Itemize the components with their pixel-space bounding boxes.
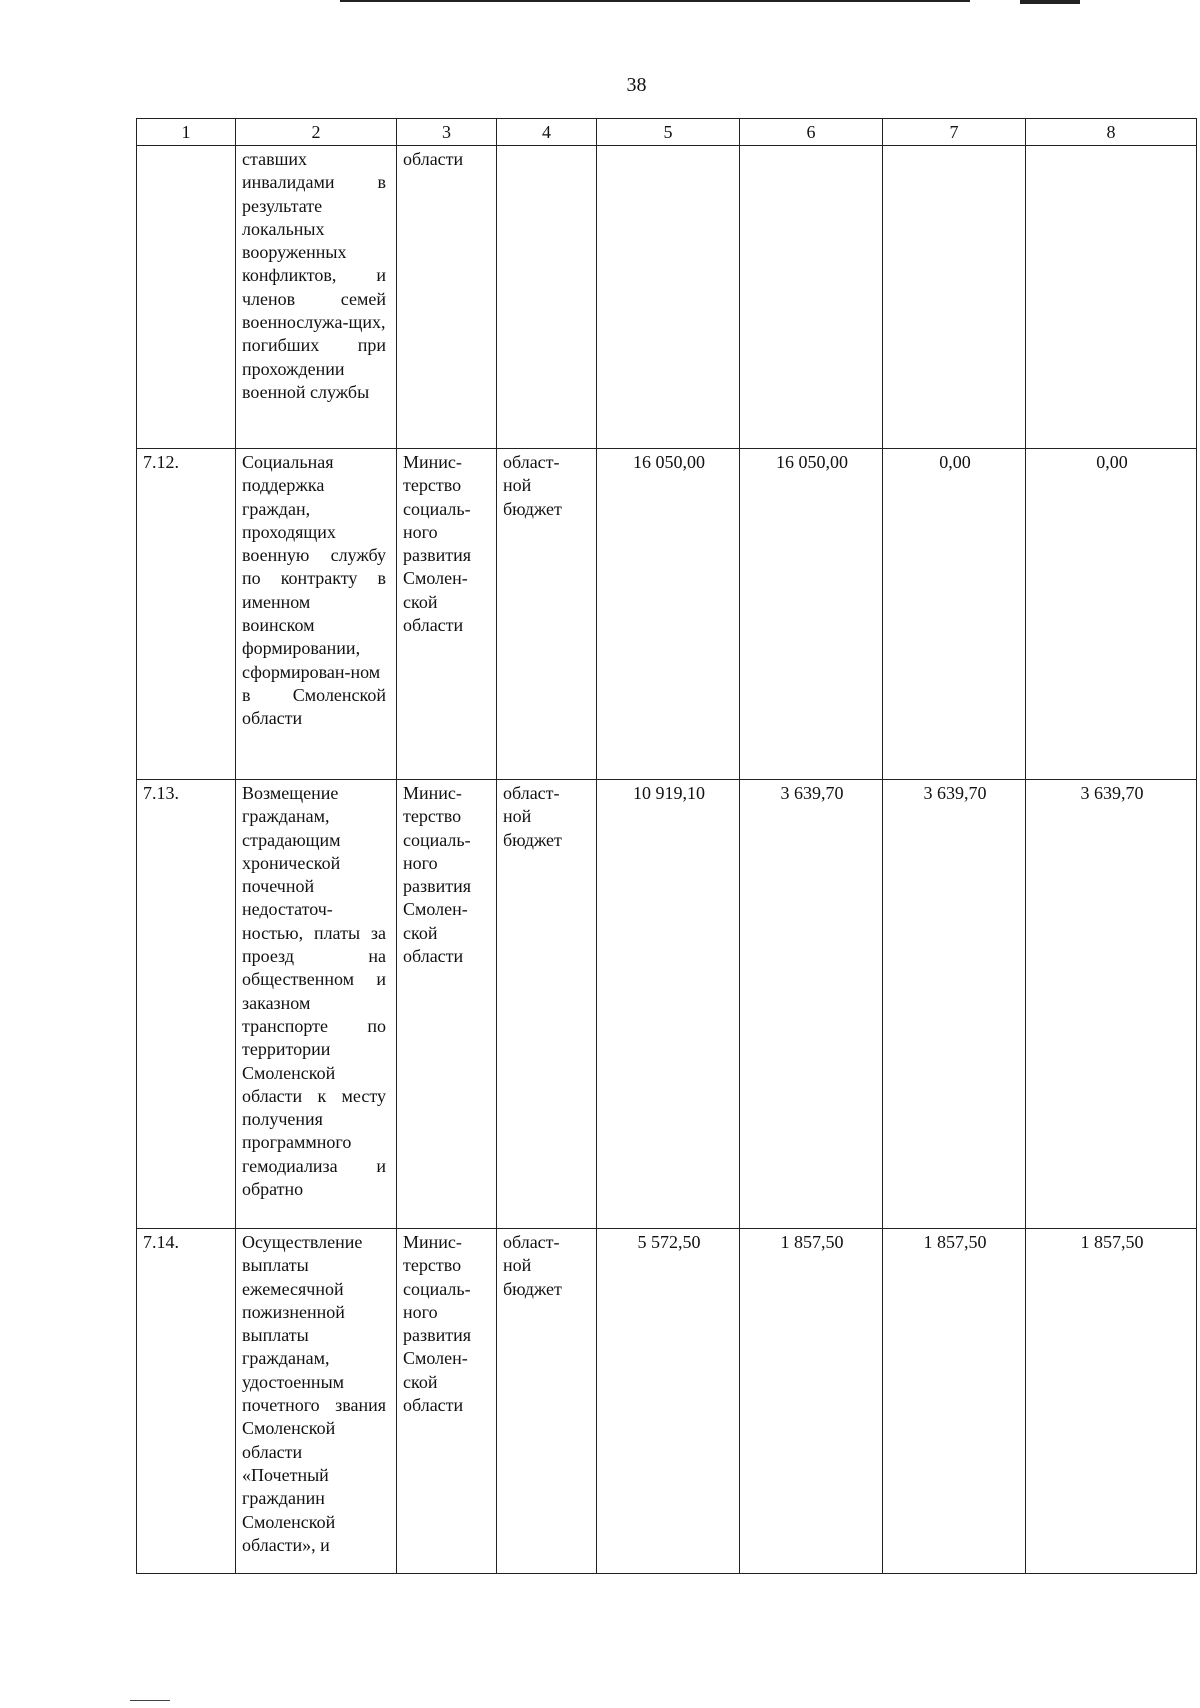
scan-top-line	[340, 0, 970, 2]
item-funding-source: област- ной бюджет	[497, 449, 597, 780]
item-total: 5 572,50	[597, 1229, 740, 1574]
item-year-3: 3 639,70	[1026, 780, 1197, 1229]
item-number: 7.12.	[137, 449, 236, 780]
item-funding-source: област- ной бюджет	[497, 1229, 597, 1574]
scan-artifact-line	[130, 1700, 170, 1701]
table-row	[137, 449, 1197, 780]
item-total	[597, 146, 740, 449]
item-year-2: 0,00	[883, 449, 1026, 780]
item-year-2: 3 639,70	[883, 780, 1026, 1229]
item-year-2	[883, 146, 1026, 449]
column-header: 8	[1026, 119, 1197, 146]
item-funding-source	[497, 146, 597, 449]
item-total: 10 919,10	[597, 780, 740, 1229]
item-total: 16 050,00	[597, 449, 740, 780]
page-number: 38	[626, 74, 647, 96]
item-executor: Минис- терство социаль- ного развития Смолен- ской области	[397, 449, 497, 780]
item-year-3: 1 857,50	[1026, 1229, 1197, 1574]
budget-table	[136, 118, 1197, 1574]
item-year-1: 3 639,70	[740, 780, 883, 1229]
column-header: 4	[497, 119, 597, 146]
column-header: 2	[236, 119, 397, 146]
item-year-1	[740, 146, 883, 449]
item-year-1: 16 050,00	[740, 449, 883, 780]
item-description: ставших инвалидами в результате локальных вооруженных конфликтов, и членов семей военнослужа-щих, погибших при прохождении военной службы	[236, 146, 397, 449]
table-row	[137, 146, 1197, 449]
column-header: 7	[883, 119, 1026, 146]
header-row	[137, 119, 1197, 146]
item-year-3: 0,00	[1026, 449, 1197, 780]
item-year-3	[1026, 146, 1197, 449]
item-executor: Минис- терство социаль- ного развития Смолен- ской области	[397, 780, 497, 1229]
item-executor: области	[397, 146, 497, 449]
scan-top-line-right	[1020, 0, 1080, 4]
item-year-2: 1 857,50	[883, 1229, 1026, 1574]
item-funding-source: област- ной бюджет	[497, 780, 597, 1229]
table-row	[137, 1229, 1197, 1574]
item-year-1: 1 857,50	[740, 1229, 883, 1574]
item-number: 7.14.	[137, 1229, 236, 1574]
item-executor: Минис- терство социаль- ного развития Смолен- ской области	[397, 1229, 497, 1574]
item-number	[137, 146, 236, 449]
column-header: 6	[740, 119, 883, 146]
table-row	[137, 780, 1197, 1229]
item-description: Возмещение гражданам, страдающим хронической почечной недостаточ-ностью, платы за проезд на общественном и заказном транспорте по территории Смоленской области к месту получения программного гемодиализа и обратно	[236, 780, 397, 1229]
item-description: Социальная поддержка граждан, проходящих военную службу по контракту в именном воинском формировании, сформирован-ном в Смоленской области	[236, 449, 397, 780]
column-header: 5	[597, 119, 740, 146]
item-description: Осуществление выплаты ежемесячной пожизненной выплаты гражданам, удостоенным почетного звания Смоленской области «Почетный гражданин Смоленской области», и	[236, 1229, 397, 1574]
column-header: 3	[397, 119, 497, 146]
column-header: 1	[137, 119, 236, 146]
item-number: 7.13.	[137, 780, 236, 1229]
